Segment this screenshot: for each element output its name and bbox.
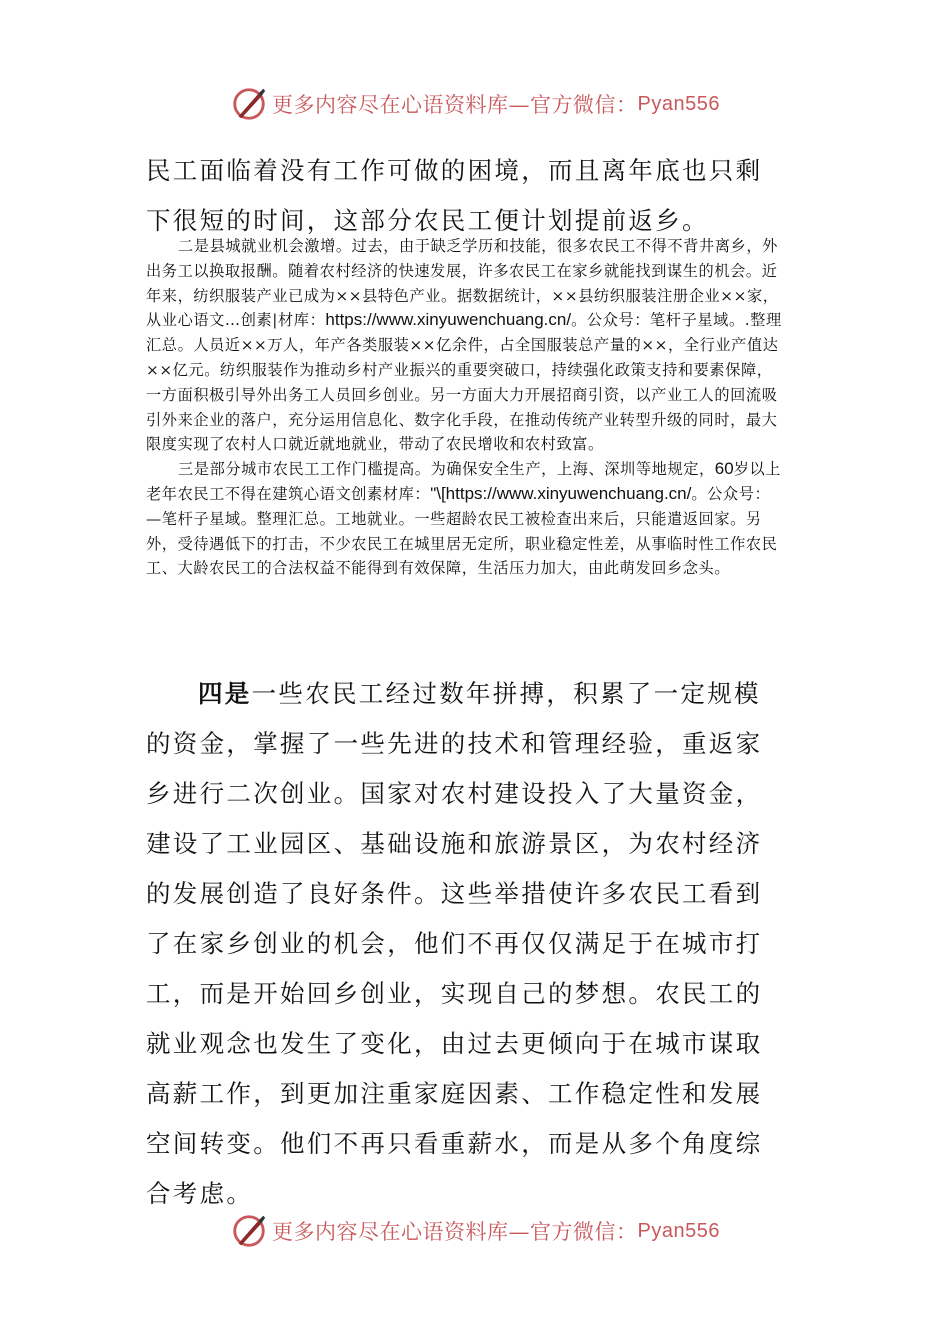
paragraph-three-age: 60 [714, 459, 734, 479]
paragraph-three-text-3: 。公众号：—笔杆子星域。整理汇总。工地就业。一些超龄农民工被检查出来后，只能遣返回家。另外，受待遇低下的打击，不少农民工在城里居无定所，职业稳定性差，从事临时性工作农民工、大龄农民工的合法权益不能得到有效保障，生活压力加大，由此萌发回乡念头。 [146, 484, 778, 578]
paragraph-two-url: https://www.xinyuwenchuang.cn/ [325, 310, 572, 330]
small-paragraphs [146, 234, 786, 581]
paragraph-two-text-1: 二是县城就业机会激增。过去，由于缺乏学历和技能，很多农民工不得不背井离乡，外出务工以换取报酬。随着农村经济的快速发展，许多农民工在家乡就能找到谋生的机会。近年来，纺织服装产业已成为××县特色产业。据数据统计，××县纺织服装注册企业××家，从业心语文…创素|材库： [146, 237, 779, 330]
watermark-text: 更多内容尽在心语资料库—官方微信： [272, 1220, 638, 1244]
paragraph-two [146, 234, 786, 457]
paragraph-three [146, 457, 786, 581]
paragraph-two-text-2: 。公众号：笔杆子星域。.整理汇总。人员近××万人，年产各类服装××亿余件，占全国服装总产量的××，全行业产值达××亿元。纺织服装作为推动乡村产业振兴的重要突破口，持续强化政策支持和要素保障，一方面积极引导外出务工人员回乡创业。另一方面大力开展招商引资，以产业工人的回流吸引外来企业的落户，充分运用信息化、数字化手段，在推动传统产业转型升级的同时，最大限度实现了农村人口就近就地就业，带动了农民增收和农村致富。 [146, 311, 782, 454]
paragraph-three-url-prefix: "\[ [430, 483, 446, 503]
pen-seal-icon [230, 1212, 268, 1250]
paragraph-four-text: 一些农民工经过数年拼搏，积累了一定规模的资金，掌握了一些先进的技术和管理经验，重返家乡进行二次创业。国家对农村建设投入了大量资金，建设了工业园区、基础设施和旅游景区，为农村经济的发展创造了良好条件。这些举措使许多农民工看到了在家乡创业的机会，他们不再仅仅满足于在城市打工，而是开始回乡创业，实现自己的梦想。农民工的就业观念也发生了变化，由过去更倾向于在城市谋取高薪工作，到更加注重家庭因素、工作稳定性和发展空间转变。他们不再只看重薪水，而是从多个角度综合考虑。 [146, 679, 763, 1208]
paragraph-four [146, 669, 786, 1219]
paragraph-three-text-1: 三是部分城市农民工工作门槛提高。为确保安全生产，上海、深圳等地规定， [178, 460, 715, 479]
watermark-text: 更多内容尽在心语资料库—官方微信： [272, 93, 638, 117]
watermark-footer [0, 1211, 950, 1251]
paragraph-four-lead: 四是 [198, 679, 252, 708]
paragraph-three-text-2: 岁以上老年农民工不得在建筑心语文创素材库： [146, 460, 782, 503]
pen-seal-icon [230, 85, 268, 123]
watermark-wechat-id: Pyan556 [637, 92, 720, 115]
paragraph-continued: 民工面临着没有工作可做的困境，而且离年底也只剩下很短的时间，这部分农民工便计划提前返乡。 [146, 156, 763, 235]
watermark-wechat-id: Pyan556 [637, 1219, 720, 1242]
watermark-header [0, 84, 950, 124]
paragraph-three-url: https://www.xinyuwenchuang.cn/ [445, 483, 692, 503]
